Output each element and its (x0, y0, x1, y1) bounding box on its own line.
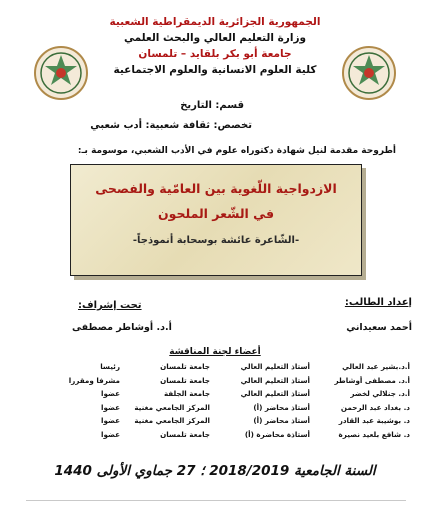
jury-member-role: مشرفا ومقررا (68, 375, 120, 385)
jury-member-role: عضوا (101, 389, 120, 399)
supervisor-name: أ.د. أوشاطر مصطفى (72, 322, 172, 333)
thesis-title-line-1: الازدواجية اللّغوية بين العامّية والفصحى (95, 181, 337, 196)
university-line: جامعة أبو بكر بلقايد – تلمسان (138, 48, 292, 60)
jury-member-institution: المركز الجامعي مغنية (134, 402, 210, 412)
thesis-description: أطروحة مقدمة لنيل شهادة دكتوراه علوم في الأدب الشعبي، موسومة بـ: (77, 146, 396, 156)
jury-member-role: رئيسا (100, 362, 120, 371)
jury-member-institution: جامعة تلمسان (160, 362, 210, 371)
jury-member-role: عضوا (101, 429, 120, 439)
table-row (16, 403, 410, 417)
thesis-title-box (70, 164, 362, 276)
republic-line: الجمهورية الجزائرية الديمقراطية الشعبية (109, 16, 321, 28)
table-row (16, 389, 410, 403)
jury-member-rank: أستاذة محاضرة (أ) (244, 429, 310, 439)
table-row (16, 430, 410, 444)
university-emblem-right-icon (340, 44, 398, 102)
jury-member-institution: جامعة الجلفة (163, 389, 210, 399)
jury-member-rank: أستاذ التعليم العالي (240, 389, 310, 399)
jury-member-institution: جامعة تلمسان (160, 375, 210, 385)
bottom-divider (26, 500, 406, 501)
thesis-subtitle: -الشّاعرة عائشة بوسحابة أنموذجاً- (132, 235, 300, 246)
department-label: قسم: التاريخ (180, 100, 244, 111)
jury-member-rank: أستاذ التعليم العالي (240, 375, 310, 385)
student-name: أحمد سعيداني (346, 322, 412, 333)
table-row (16, 376, 410, 390)
academic-year-footer: السنة الجامعية 2018/2019 ؛ 27 جماوي الأولى 1440 (54, 463, 376, 479)
jury-member-role: عضوا (101, 416, 120, 426)
jury-member-name: أ.د.بشير عبد العالي (342, 362, 410, 371)
jury-member-rank: أستاذ محاضر (أ) (253, 416, 310, 426)
jury-member-institution: جامعة تلمسان (160, 429, 210, 439)
supervisor-label: تحت إشراف: (78, 300, 142, 311)
specialty-label: تخصص: ثقافة شعبية: أدب شعبي (90, 120, 252, 131)
ministry-line: وزارة التعليم العالي والبحث العلمي (123, 32, 307, 44)
jury-member-rank: أستاذ التعليم العالي (240, 362, 310, 371)
jury-member-rank: أستاذ محاضر (أ) (253, 402, 310, 412)
jury-member-name: أ.د. جنلالي لخضر (350, 389, 410, 399)
jury-member-role: عضوا (101, 402, 120, 412)
jury-member-institution: المركز الجامعي مغنية (134, 416, 210, 426)
jury-member-name: د. بوشيبة عبد القادر (338, 416, 410, 426)
table-row (16, 362, 410, 376)
jury-table (16, 362, 410, 444)
jury-member-name: د. بغداد عبد الرحمن (340, 402, 410, 412)
jury-member-name: د. شافع بلعيد نصيرة (338, 429, 410, 439)
thesis-title-line-2: في الشّعر الملحون (157, 206, 275, 221)
jury-title: أعضاء لجنة المناقشة (169, 347, 261, 357)
faculty-line: كلية العلوم الانسانية والعلوم الاجتماعية (113, 64, 317, 76)
table-row (16, 416, 410, 430)
university-emblem-left-icon (32, 44, 90, 102)
student-label: إعداد الطالب: (344, 297, 412, 308)
jury-member-name: أ.د. مصطفى أوشاطر (334, 375, 410, 385)
